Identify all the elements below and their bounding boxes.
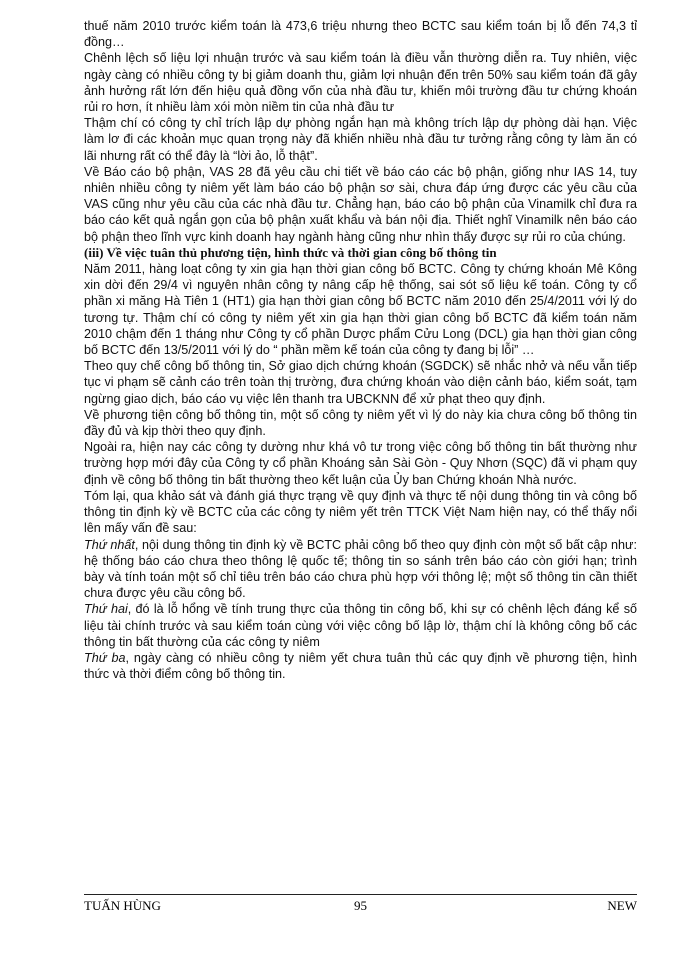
paragraph: Năm 2011, hàng loạt công ty xin gia hạn thời gian công bố BCTC. Công ty chứng khoán Mê Kông xin dời đến 29/4 vì nguyên nhân công ty nâng cấp hệ thống, sai sót số liệu kế toán. Công ty cổ phần xi măng Hà Tiên 1 (HT1) gia hạn thời gian công bố BCTC năm 2010 đến 25/4/2011 với lý do tương tự. Thậm chí có công ty niêm yết xin gia hạn thời gian công bố BCTC đã kiểm toán năm 2010 chậm đến 1 tháng như Công ty cổ phần Dược phẩm Cửu Long (DCL) gia hạn thời gian công bố BCTC đến 13/5/2011 với lý do “ phần mềm kế toán của công ty đang bị lỗi” … xyxy=(84,262,637,358)
paragraph: Chênh lệch số liệu lợi nhuận trước và sau kiểm toán là điều vẫn thường diễn ra. Tuy nhiên, việc ngày càng có nhiều công ty bị giảm doanh thu, giảm lợi nhuận đến trên 50% sau kiểm toán đã gây ảnh hưởng rất lớn đến hiệu quả đồng vốn của nhà đầu tư, khiến môi trường đầu tư chứng khoán rủi ro hơn, ít nhiều làm xói mòn niềm tin của nhà đầu tư xyxy=(84,51,637,115)
paragraph: Thậm chí có công ty chỉ trích lập dự phòng ngắn hạn mà không trích lập dự phòng dài hạn. Việc làm lơ đi các khoản mục quan trọng này đã khiến nhiều nhà đầu tư tưởng rằng công ty làm ăn có lãi nhưng rất có thể đây là “lời ảo, lỗ thật”. xyxy=(84,116,637,163)
paragraph: Về Báo cáo bộ phận, VAS 28 đã yêu cầu chi tiết về báo cáo các bộ phận, giống như IAS 14, tuy nhiên nhiều công ty niêm yết làm báo cáo bộ phận sơ sài, chưa đáp ứng được các yêu cầu của VAS cũng như yêu cầu của các nhà đầu tư. Chẳng hạn, báo cáo bộ phận của Vinamilk chỉ đưa ra báo cáo kết quả ngắn gọn của bộ phận xuất khẩu và bán nội địa. Thiết nghĩ Vinamilk nên báo cáo bộ phận theo lĩnh vực kinh doanh hay ngành hàng cũng như nhìn thấy được sự rủi ro của chúng. xyxy=(84,164,637,244)
section-heading: (iii) Về việc tuân thủ phương tiện, hình thức và thời gian công bố thông tin xyxy=(84,244,497,260)
document-body xyxy=(84,18,637,682)
point-text: , đó là lỗ hổng về tính trung thực của thông tin công bố, khi sự có chênh lệch đáng kể số liệu tài chính trước và sau kiểm toán cùng với việc công bố lập lờ, thậm chí là không công bố các thông tin bất thường của các công ty niêm xyxy=(84,602,637,649)
paragraph: Về phương tiện công bố thông tin, một số công ty niêm yết vì lý do này kia chưa công bố thông tin đầy đủ và kịp thời theo quy định. xyxy=(84,407,637,439)
point-text: , ngày càng có nhiều công ty niêm yết chưa tuân thủ các quy định về phương tiện, hình thức và thời điểm công bố thông tin. xyxy=(84,650,638,682)
paragraph xyxy=(84,650,637,682)
footer-tag: NEW xyxy=(607,898,637,913)
paragraph xyxy=(84,537,637,602)
paragraph: Theo quy chế công bố thông tin, Sở giao dịch chứng khoán (SGDCK) sẽ nhắc nhở và nếu vẫn tiếp tục vi phạm sẽ cảnh cáo trên toàn thị trường, đưa chứng khoán vào diện cảnh báo, kiểm soát, tạm ngừng giao dịch, báo cáo vụ việc lên thanh tra UBCKNN để xử phạt theo quy định. xyxy=(84,359,637,406)
paragraph: Ngoài ra, hiện nay các công ty dường như khá vô tư trong việc công bố thông tin bất thường như trường hợp mới đây của Công ty cổ phần Khoáng sản Sài Gòn - Quy Nhơn (SQC) đã vi phạm quy định về công bố thông tin bất thường theo kết luận của Ủy ban Chứng khoán Nhà nước. xyxy=(84,440,637,487)
footer-author: TUẤN HÙNG xyxy=(84,898,161,913)
point-label: Thứ hai xyxy=(84,602,128,617)
point-text: , nội dung thông tin định kỳ về BCTC phải công bố theo quy định còn một số bất cập như: hệ thống báo cáo chưa theo thông lệ quốc tế; thông tin so sánh trên báo cáo còn giới hạn; trình bày và tính toán một số chỉ tiêu trên báo cáo chưa phù hợp với thông lệ; một số thông tin cần thiết chưa được yêu cầu công bố. xyxy=(84,537,637,601)
page-number: 95 xyxy=(354,898,367,913)
paragraph xyxy=(84,601,637,650)
paragraph: thuế năm 2010 trước kiểm toán là 473,6 triệu nhưng theo BCTC sau kiểm toán bị lỗ đến 74,3 tỉ đồng… xyxy=(84,19,637,50)
point-label: Thứ nhất xyxy=(84,537,135,552)
page-footer xyxy=(84,898,637,914)
paragraph: Tóm lại, qua khảo sát và đánh giá thực trạng về quy định và thực tế nội dung thông tin và công bố thông tin định kỳ về BCTC của các công ty niêm yết trên TTCK Việt Nam hiện nay, có thể thấy nổi lên mấy vấn đề sau: xyxy=(84,488,637,536)
point-label: Thứ ba xyxy=(84,650,126,665)
footer-divider xyxy=(84,894,637,895)
